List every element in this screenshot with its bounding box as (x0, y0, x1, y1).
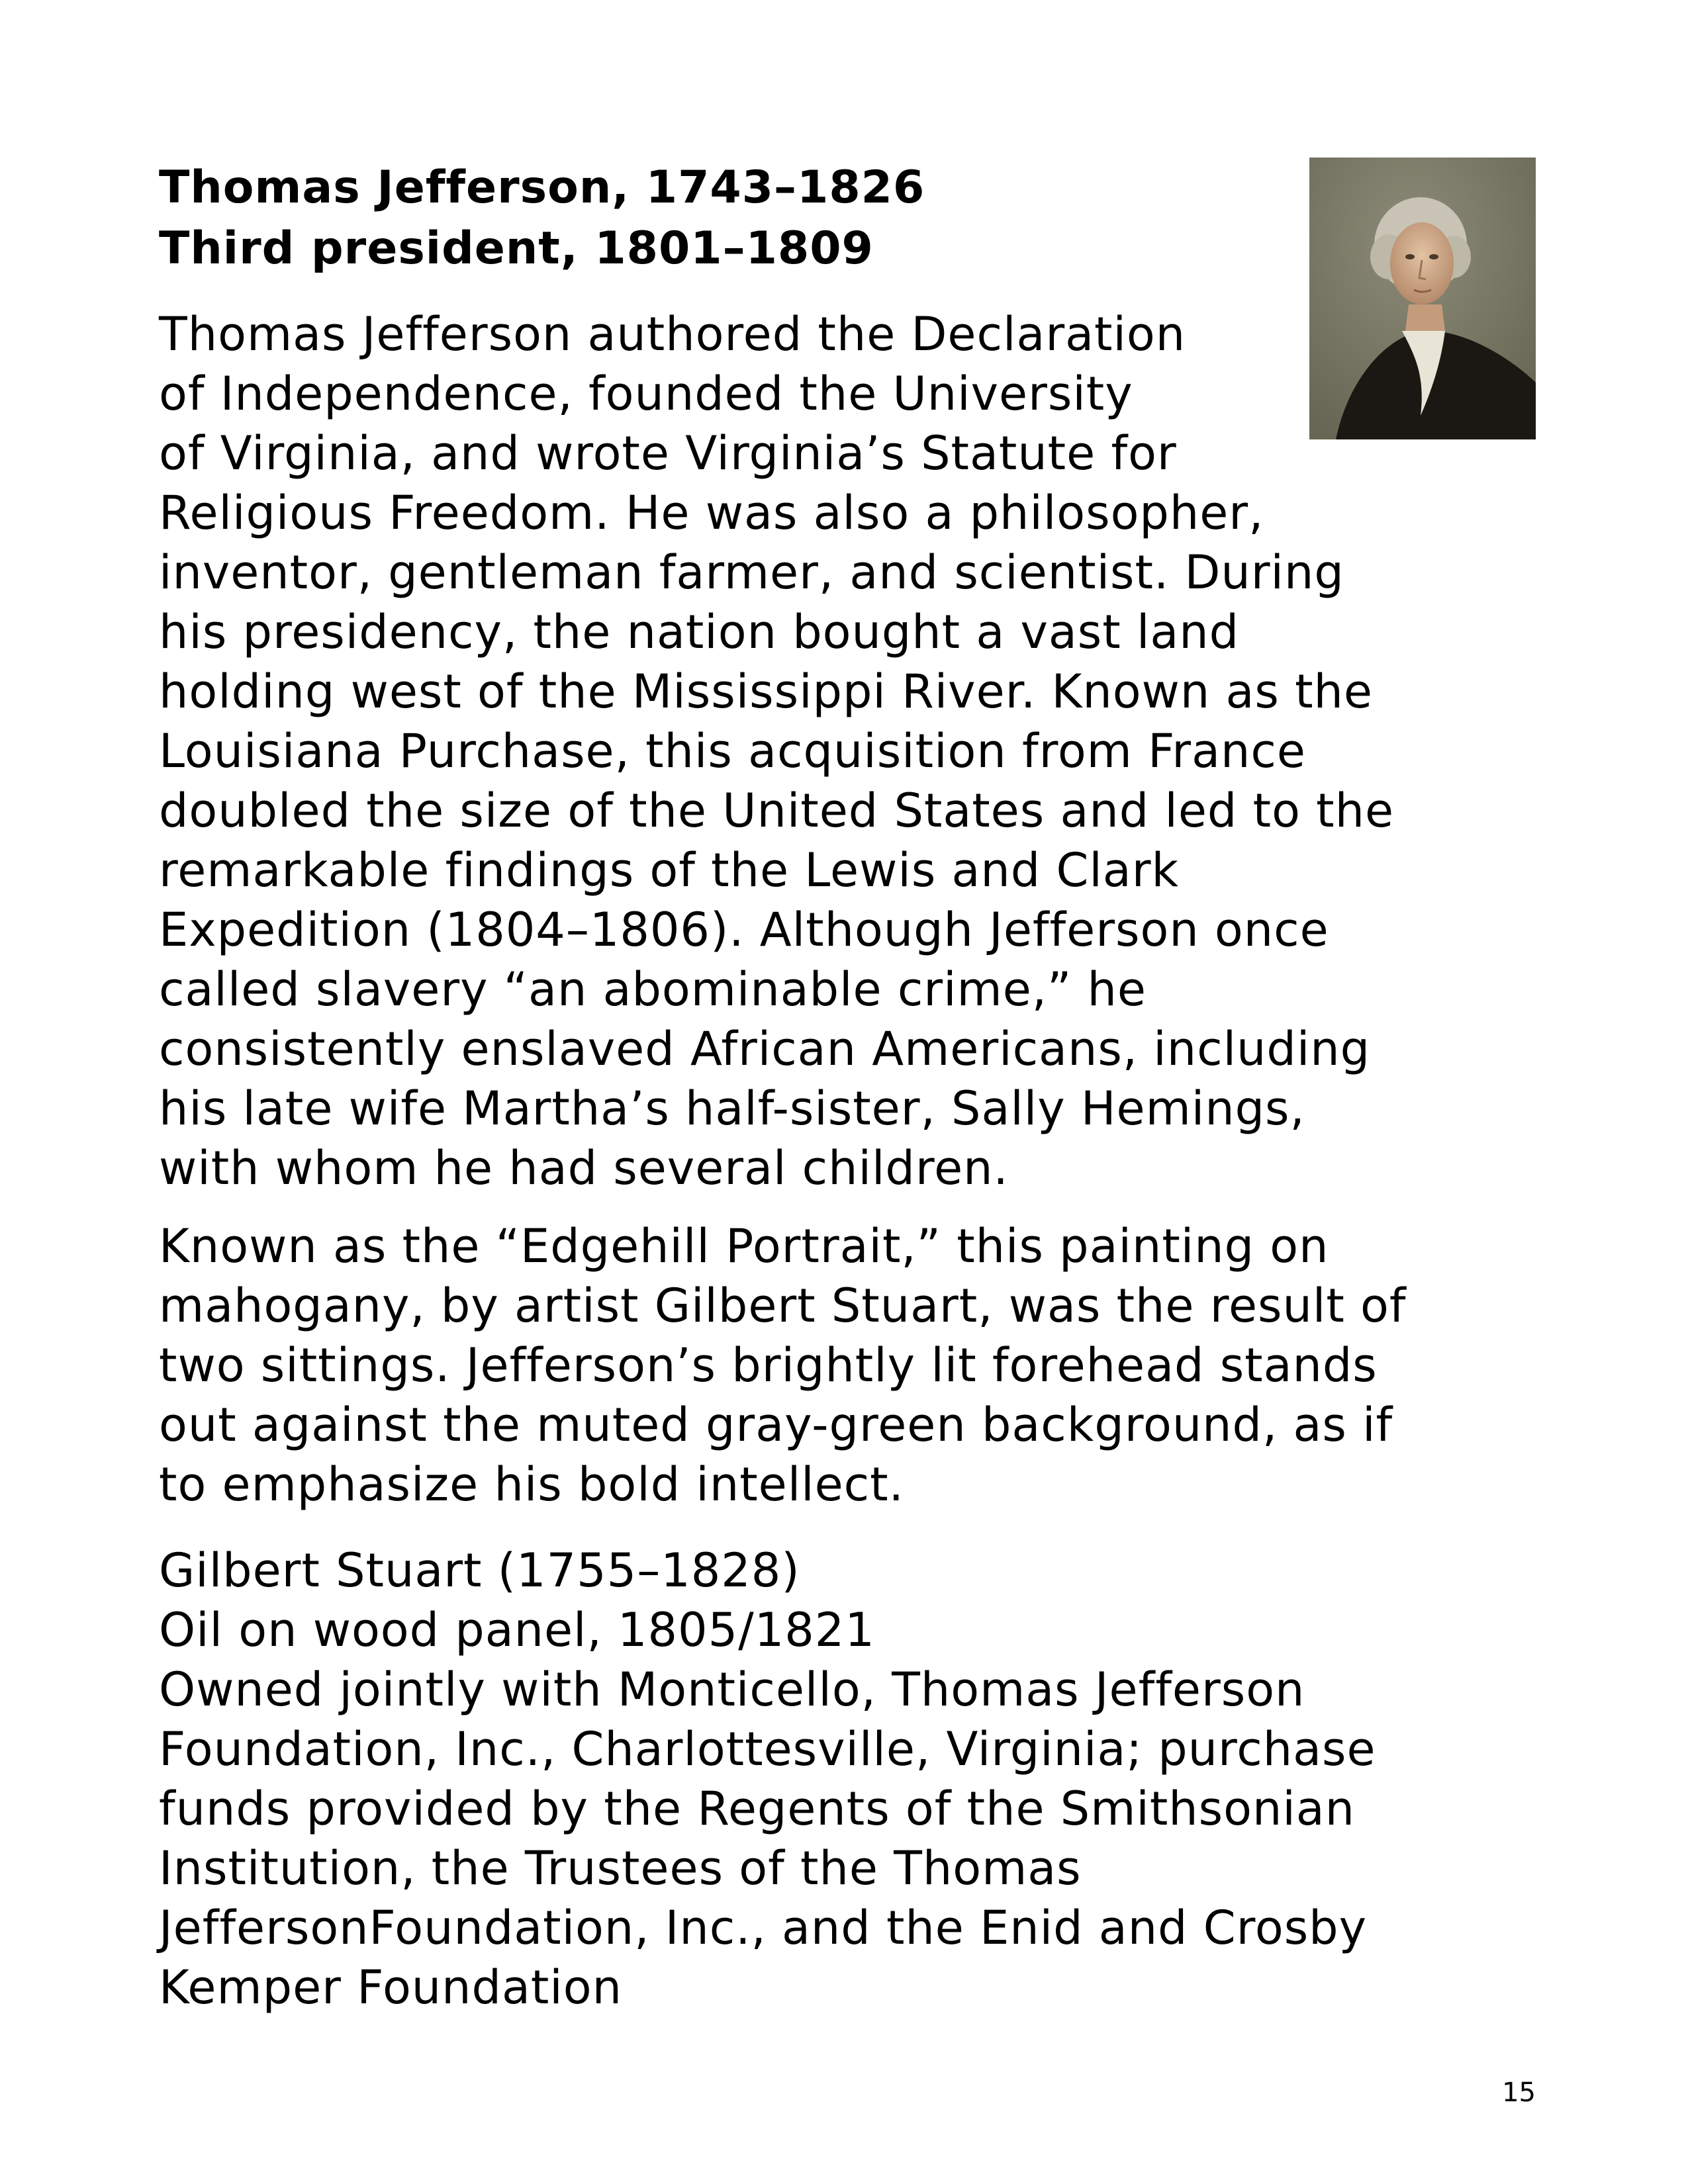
credit-line: Foundation, Inc., Charlottesville, Virginia; purchase (159, 1722, 1376, 1776)
paragraph-line: of Virginia, and wrote Virginia’s Statute for (159, 426, 1177, 480)
paragraph-line: Louisiana Purchase, this acquisition from France (159, 724, 1306, 778)
artwork-credit (159, 1541, 1536, 2017)
paragraph-line: doubled the size of the United States and led to the (159, 784, 1395, 838)
paragraph-line: Known as the “Edgehill Portrait,” this painting on (159, 1219, 1329, 1273)
paragraph-line: Religious Freedom. He was also a philosopher, (159, 486, 1264, 540)
paragraph-line: his presidency, the nation bought a vast land (159, 605, 1240, 659)
credit-line: Owned jointly with Monticello, Thomas Jefferson (159, 1662, 1305, 1717)
portrait-description-paragraph (159, 1216, 1536, 1514)
paragraph-line: with whom he had several children. (159, 1141, 1009, 1195)
paragraph-line: his late wife Martha’s half-sister, Sally Hemings, (159, 1081, 1305, 1136)
paragraph-line: consistently enslaved African Americans, including (159, 1022, 1371, 1076)
credit-line: JeffersonFoundation, Inc., and the Enid and Crosby (159, 1901, 1368, 1955)
paragraph-line: Expedition (1804–1806). Although Jefferson once (159, 903, 1329, 957)
heading-presidency: Third president, 1801–1809 (159, 222, 874, 275)
credit-line: Institution, the Trustees of the Thomas (159, 1841, 1082, 1895)
paragraph-line: inventor, gentleman farmer, and scientist. During (159, 545, 1344, 600)
credit-line: Kemper Foundation (159, 1960, 622, 2015)
biography-paragraph (159, 304, 1536, 1198)
heading-name-dates: Thomas Jefferson, 1743–1826 (159, 161, 925, 214)
credit-line: Oil on wood panel, 1805/1821 (159, 1603, 875, 1657)
paragraph-line: mahogany, by artist Gilbert Stuart, was the result of (159, 1279, 1407, 1333)
paragraph-line: two sittings. Jefferson’s brightly lit forehead stands (159, 1338, 1378, 1392)
paragraph-line: remarkable findings of the Lewis and Clark (159, 843, 1180, 897)
page-heading (159, 158, 1284, 279)
paragraph-line: called slavery “an abominable crime,” he (159, 962, 1147, 1017)
credit-line: funds provided by the Regents of the Smithsonian (159, 1782, 1356, 1836)
paragraph-line: out against the muted gray-green background, as if (159, 1398, 1393, 1452)
credit-line: Gilbert Stuart (1755–1828) (159, 1543, 800, 1598)
paragraph-line: holding west of the Mississippi River. Known as the (159, 664, 1373, 719)
paragraph-line: to emphasize his bold intellect. (159, 1457, 904, 1512)
page-number: 15 (1502, 2077, 1536, 2108)
paragraph-line: of Independence, founded the University (159, 367, 1133, 421)
paragraph-line: Thomas Jefferson authored the Declaration (159, 307, 1186, 361)
